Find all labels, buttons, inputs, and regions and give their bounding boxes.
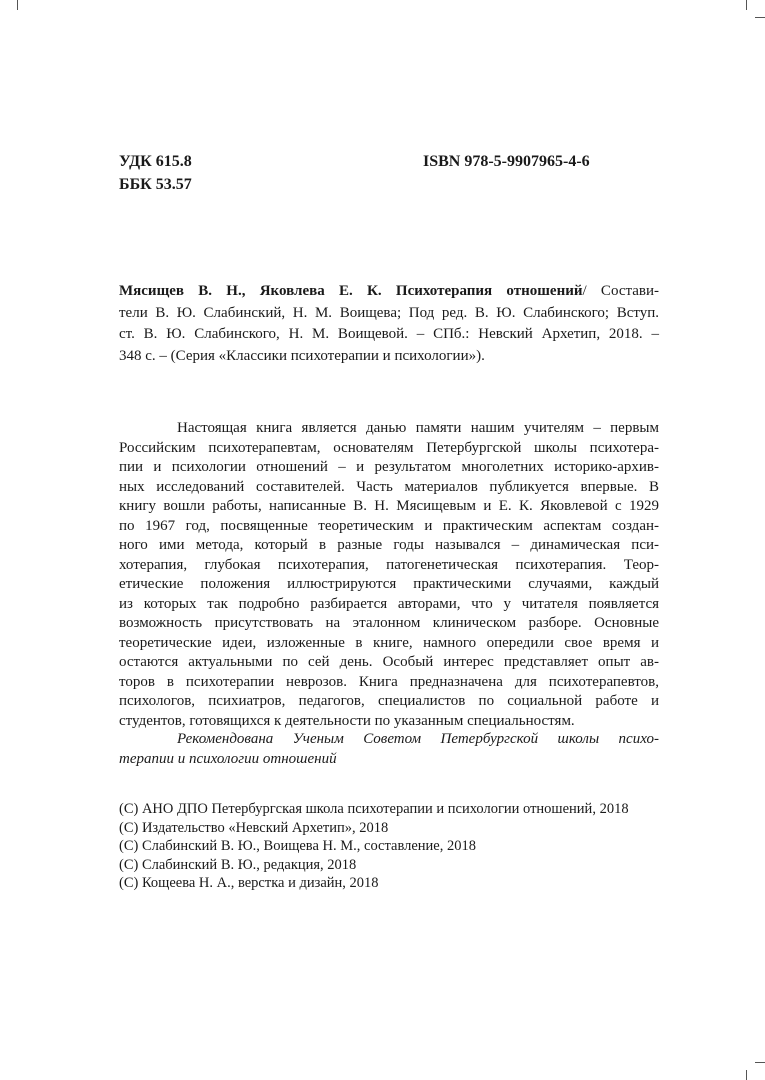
udk-code: УДК 615.8	[119, 153, 192, 170]
recommendation-note	[119, 730, 659, 769]
citation-line	[119, 281, 659, 303]
abstract-line: из которых так подробно разбирается авторами, что у читателя появляется	[119, 595, 659, 612]
abstract-line: студентов, готовящихся к деятельности по указанным специальностям.	[119, 712, 575, 729]
citation-line: тели В. Ю. Слабинский, Н. М. Воищева; Под ред. В. Ю. Слабинского; Вступ.	[119, 304, 659, 321]
abstract-line: Российским психотерапевтам, основателям Петербургской школы психотера-	[119, 439, 659, 456]
recommendation-line: терапии и психологии отношений	[119, 750, 337, 767]
copyright-line: (С) Кощеева Н. А., верстка и дизайн, 2018	[119, 875, 379, 891]
crop-mark-top-right	[746, 0, 747, 10]
crop-mark-right-top	[755, 17, 765, 18]
copyright-line: (С) Слабинский В. Ю., Воищева Н. М., составление, 2018	[119, 838, 476, 854]
abstract-line: хотерапия, глубокая психотерапия, патогенетическая психотерапия. Теор-	[119, 556, 659, 573]
abstract-line: етические положения иллюстрируются практическими случаями, каждый	[119, 576, 659, 592]
bbk-code: ББК 53.57	[119, 176, 192, 193]
abstract-line: остаются актуальными по сей день. Особый интерес представляет опыт ав-	[119, 654, 659, 670]
abstract-line: возможность присутствовать на эталонном клиническом разборе. Основные	[119, 615, 659, 631]
crop-mark-bottom-right	[746, 1070, 747, 1080]
abstract-line: Настоящая книга является данью памяти нашим учителям – первым	[177, 420, 659, 436]
abstract	[119, 419, 659, 731]
classification-codes	[119, 150, 192, 196]
citation-line: ст. В. Ю. Слабинского, Н. М. Воищевой. – СПб.: Невский Архетип, 2018. –	[119, 326, 659, 342]
abstract-line: теоретические идеи, изложенные в книге, намного опередили свое время и	[119, 634, 659, 651]
abstract-line: ного ими метода, который в разные годы назывался – динамическая пси-	[119, 537, 659, 553]
copyright-list	[119, 800, 629, 893]
copyright-line: (С) Слабинский В. Ю., редакция, 2018	[119, 856, 357, 873]
copyright-line: (С) АНО ДПО Петербургская школа психотерапии и психологии отношений, 2018	[119, 801, 629, 817]
abstract-line: психологов, психиатров, педагогов, специалистов по социальной работе и	[119, 693, 659, 709]
crop-mark-right-bottom	[755, 1062, 765, 1063]
citation-authors-title: Мясищев В. Н., Яковлева Е. К. Психотерапия отношений	[119, 283, 583, 299]
abstract-line: книгу вошли работы, написанные В. Н. Мясищевым и Е. К. Яковлевой с 1929	[119, 498, 659, 514]
abstract-line: торов в психотерапии неврозов. Книга предназначена для психотерапевтов,	[119, 673, 659, 690]
recommendation-line: Рекомендована Ученым Советом Петербургской школы психо-	[177, 731, 659, 747]
copyright-line: (С) Издательство «Невский Архетип», 2018	[119, 819, 389, 836]
abstract-line: ных исследований составителей. Часть материалов публикуется впервые. В	[119, 478, 659, 495]
citation-line-1-rest: / Состави-	[582, 283, 659, 299]
bibliographic-citation	[119, 281, 659, 367]
abstract-line: по 1967 год, посвященные теоретическим и практическим аспектам создан-	[119, 517, 659, 534]
crop-mark-top-left	[17, 0, 18, 10]
citation-line: 348 с. – (Серия «Классики психотерапии и психологии»).	[119, 347, 485, 364]
isbn: ISBN 978-5-9907965-4-6	[423, 153, 590, 170]
abstract-line: пии и психологии отношений – и результатом многолетних историко-архив-	[119, 459, 659, 475]
